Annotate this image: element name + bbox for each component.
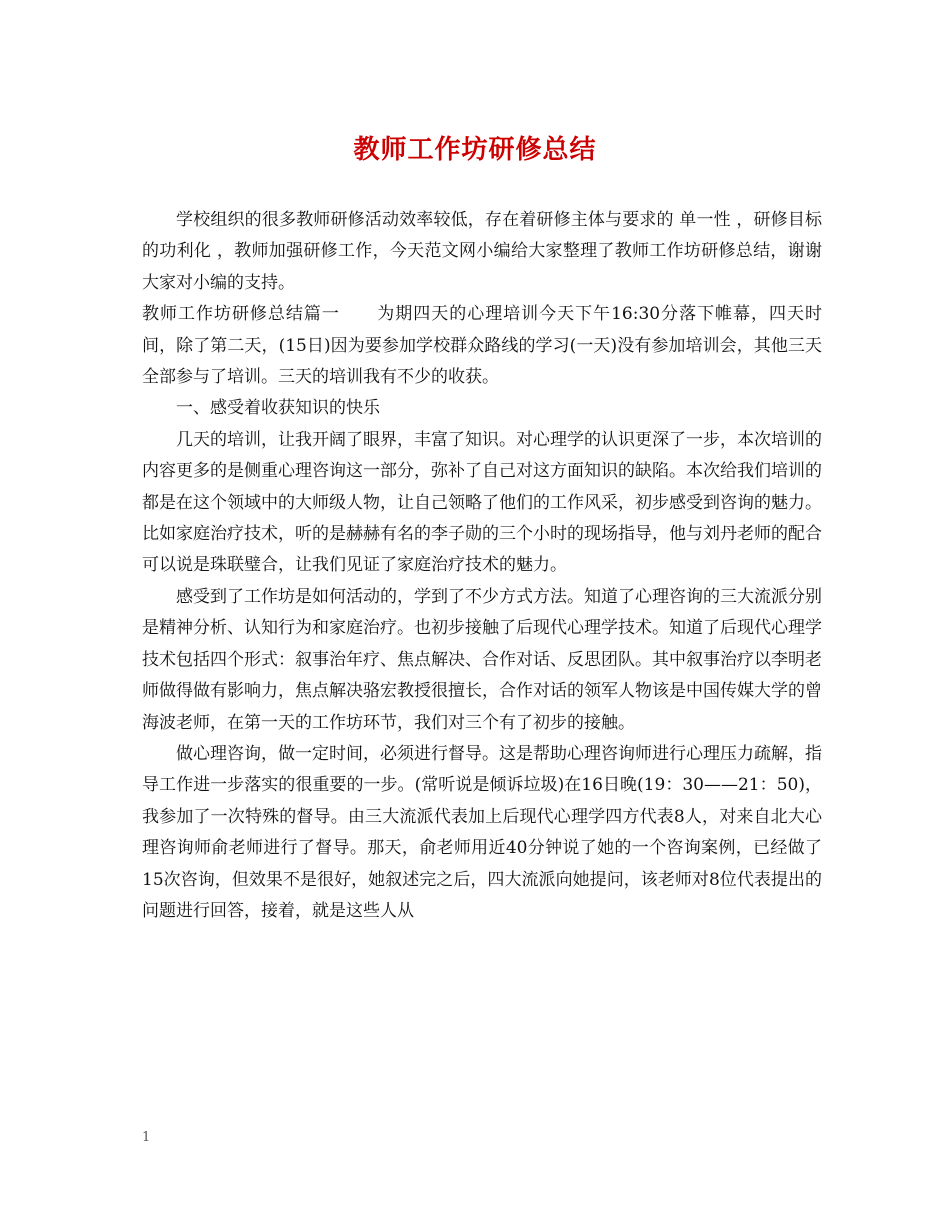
article-first-paragraph: 为期四天的心理培训今天下午16:30分落下帷幕，四天时间，除了第二天，(15日)因为要参加学校群众路线的学习(一天)没有参加培训会，其他三天全部参与了培训。三天的培训我有不少的收获。: [142, 304, 822, 388]
page-number: 1: [142, 1130, 151, 1145]
article-label: 教师工作坊研修总结篇一: [142, 304, 340, 325]
section-heading: 一、感受着收获知识的快乐: [176, 398, 380, 419]
body-paragraph-3: 做心理咨询，做一定时间，必须进行督导。这是帮助心理咨询师进行心理压力疏解，指导工作进一步落实的很重要的一步。(常听说是倾诉垃圾)在16日晚(19：30——21：50)，我参加了一次特殊的督导。由三大流派代表加上后现代心理学四方代表8人，对来自北大心理咨询师俞老师进行了督导。那天，俞老师用近40分钟说了她的一个咨询案例，已经做了15次咨询，但效果不是很好，她叙述完之后，四大流派向她提问，该老师对8位代表提出的问题进行回答，接着，就是这些人从: [142, 743, 822, 921]
intro-paragraph: 学校组织的很多教师研修活动效率较低，存在着研修主体与要求的 单一性 ，研修目标的功利化 ，教师加强研修工作，今天范文网小编给大家整理了教师工作坊研修总结，谢谢大家对小编的支持。: [142, 210, 822, 293]
document-body: [142, 205, 822, 927]
body-paragraph-2: 感受到了工作坊是如何活动的，学到了不少方式方法。知道了心理咨询的三大流派分别是精神分析、认知行为和家庭治疗。也初步接触了后现代心理学技术。知道了后现代心理学技术包括四个形式：叙事治年疗、焦点解决、合作对话、反思团队。其中叙事治疗以李明老师做得做有影响力，焦点解决骆宏教授很擅长，合作对话的领军人物该是中国传媒大学的曾海波老师，在第一天的工作坊环节，我们对三个有了初步的接触。: [142, 586, 822, 733]
article-paragraph: [142, 299, 822, 393]
document-title: 教师工作坊研修总结: [353, 135, 597, 165]
body-paragraph-1: 几天的培训，让我开阔了眼界，丰富了知识。对心理学的认识更深了一步，本次培训的内容更多的是侧重心理咨询这一部分，弥补了自己对这方面知识的缺陷。本次给我们培训的都是在这个领域中的大师级人物，让自己领略了他们的工作风采，初步感受到咨询的魅力。比如家庭治疗技术，听的是赫赫有名的李子勋的三个小时的现场指导，他与刘丹老师的配合可以说是珠联璧合，让我们见证了家庭治疗技术的魅力。: [142, 429, 822, 576]
